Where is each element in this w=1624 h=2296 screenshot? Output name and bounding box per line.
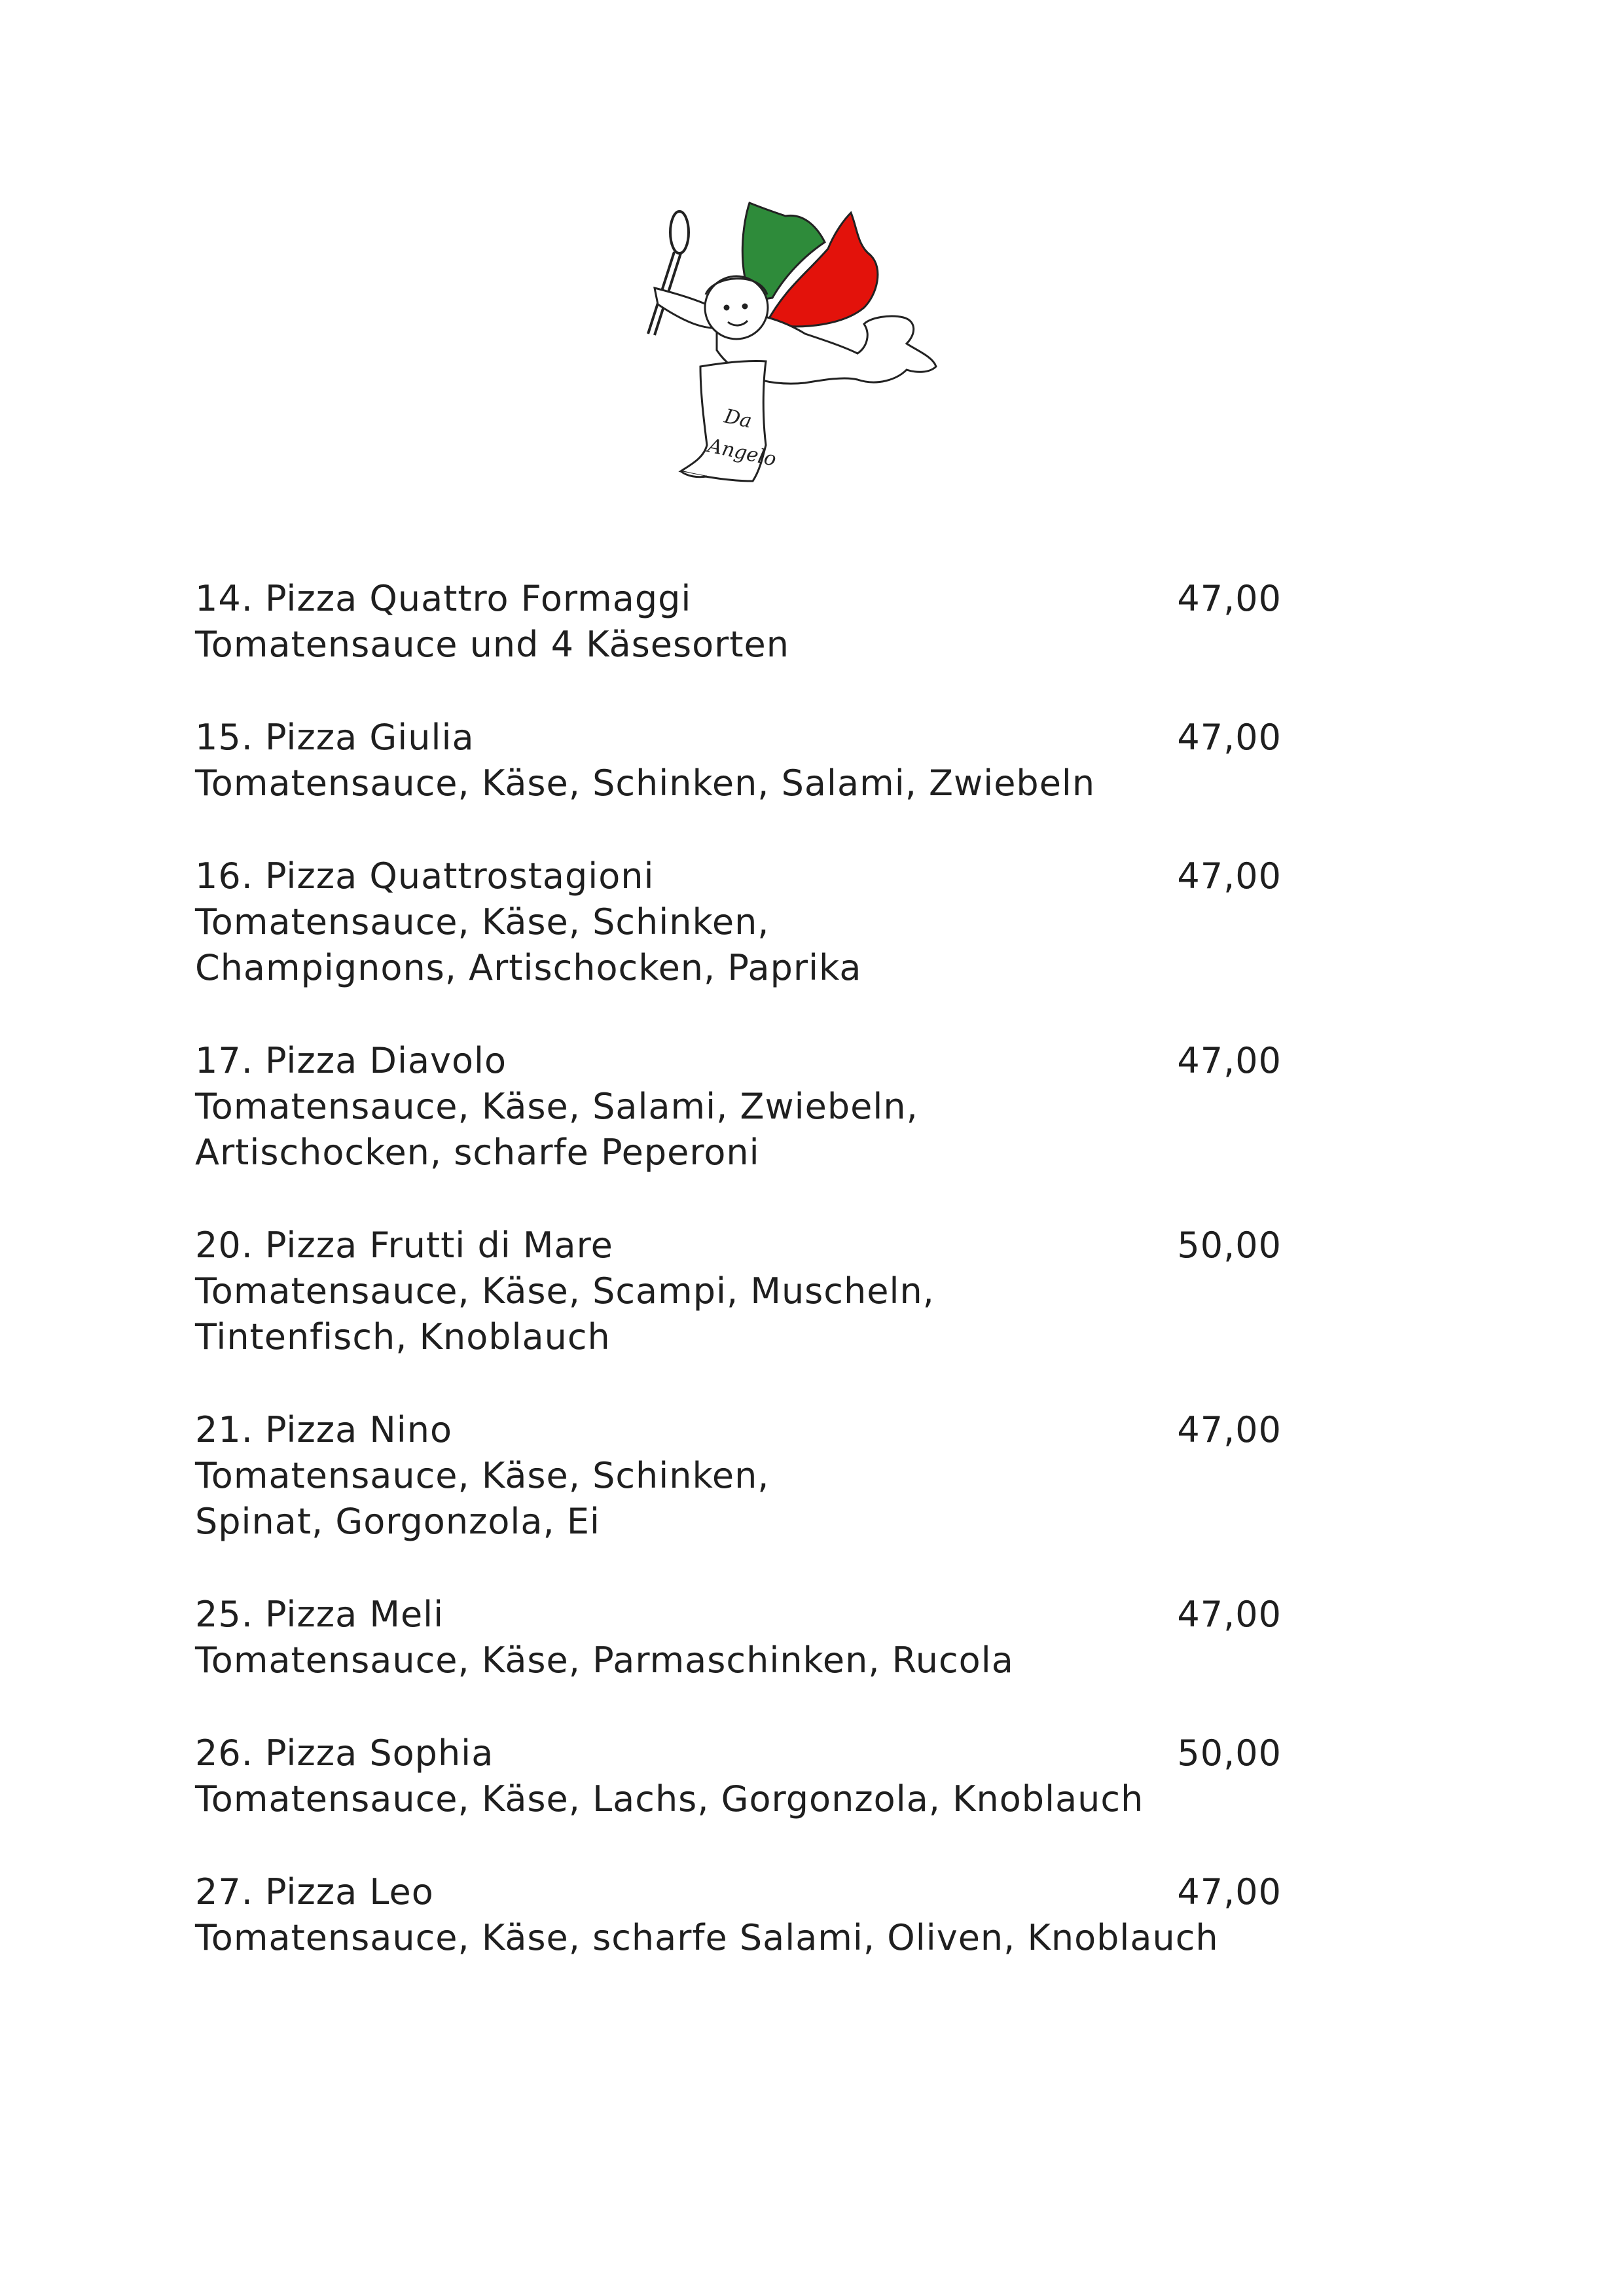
menu-item	[195, 1223, 1282, 1360]
item-title: 25. Pizza Meli	[195, 1594, 444, 1635]
item-title: 21. Pizza Nino	[195, 1409, 453, 1450]
item-price: 47,00	[1177, 1040, 1282, 1081]
item-price: 47,00	[1177, 1871, 1282, 1912]
item-title: 16. Pizza Quattrostagioni	[195, 855, 655, 897]
item-price: 50,00	[1177, 1225, 1282, 1266]
menu-item	[195, 1731, 1282, 1822]
item-price: 47,00	[1177, 1594, 1282, 1635]
item-description: Tomatensauce, Käse, Salami, Zwiebeln, Artischocken, scharfe Peperoni	[195, 1086, 918, 1173]
item-description: Tomatensauce und 4 Käsesorten	[195, 624, 790, 665]
item-description: Tomatensauce, Käse, Lachs, Gorgonzola, Knoblauch	[195, 1778, 1144, 1820]
menu-item	[195, 1407, 1282, 1545]
item-description: Tomatensauce, Käse, Scampi, Muscheln, Tintenfisch, Knoblauch	[195, 1270, 935, 1357]
item-title: 17. Pizza Diavolo	[195, 1040, 507, 1081]
logo-text-da: Da	[722, 404, 754, 433]
angel-logo-icon	[609, 183, 1028, 524]
logo-text-angelo: Angelo	[706, 434, 778, 471]
menu-item	[195, 853, 1282, 991]
item-title: 14. Pizza Quattro Formaggi	[195, 578, 692, 619]
item-price: 47,00	[1177, 1409, 1282, 1450]
item-description: Tomatensauce, Käse, Schinken, Spinat, Gorgonzola, Ei	[195, 1455, 770, 1542]
item-description: Tomatensauce, Käse, scharfe Salami, Oliven, Knoblauch	[195, 1917, 1219, 1958]
menu-item	[195, 1592, 1282, 1683]
item-description: Tomatensauce, Käse, Schinken, Champignons, Artischocken, Paprika	[195, 901, 862, 988]
item-description: Tomatensauce, Käse, Parmaschinken, Rucola	[195, 1640, 1014, 1681]
item-price: 47,00	[1177, 578, 1282, 619]
menu-item	[195, 1869, 1282, 1961]
item-price: 47,00	[1177, 717, 1282, 758]
pizza-menu-list	[195, 576, 1282, 2008]
menu-item	[195, 576, 1282, 668]
menu-item	[195, 715, 1282, 806]
item-price: 47,00	[1177, 855, 1282, 897]
item-title: 26. Pizza Sophia	[195, 1732, 494, 1774]
menu-item	[195, 1038, 1282, 1175]
item-title: 27. Pizza Leo	[195, 1871, 434, 1912]
item-price: 50,00	[1177, 1732, 1282, 1774]
item-title: 15. Pizza Giulia	[195, 717, 475, 758]
item-title: 20. Pizza Frutti di Mare	[195, 1225, 613, 1266]
item-description: Tomatensauce, Käse, Schinken, Salami, Zwiebeln	[195, 762, 1096, 804]
